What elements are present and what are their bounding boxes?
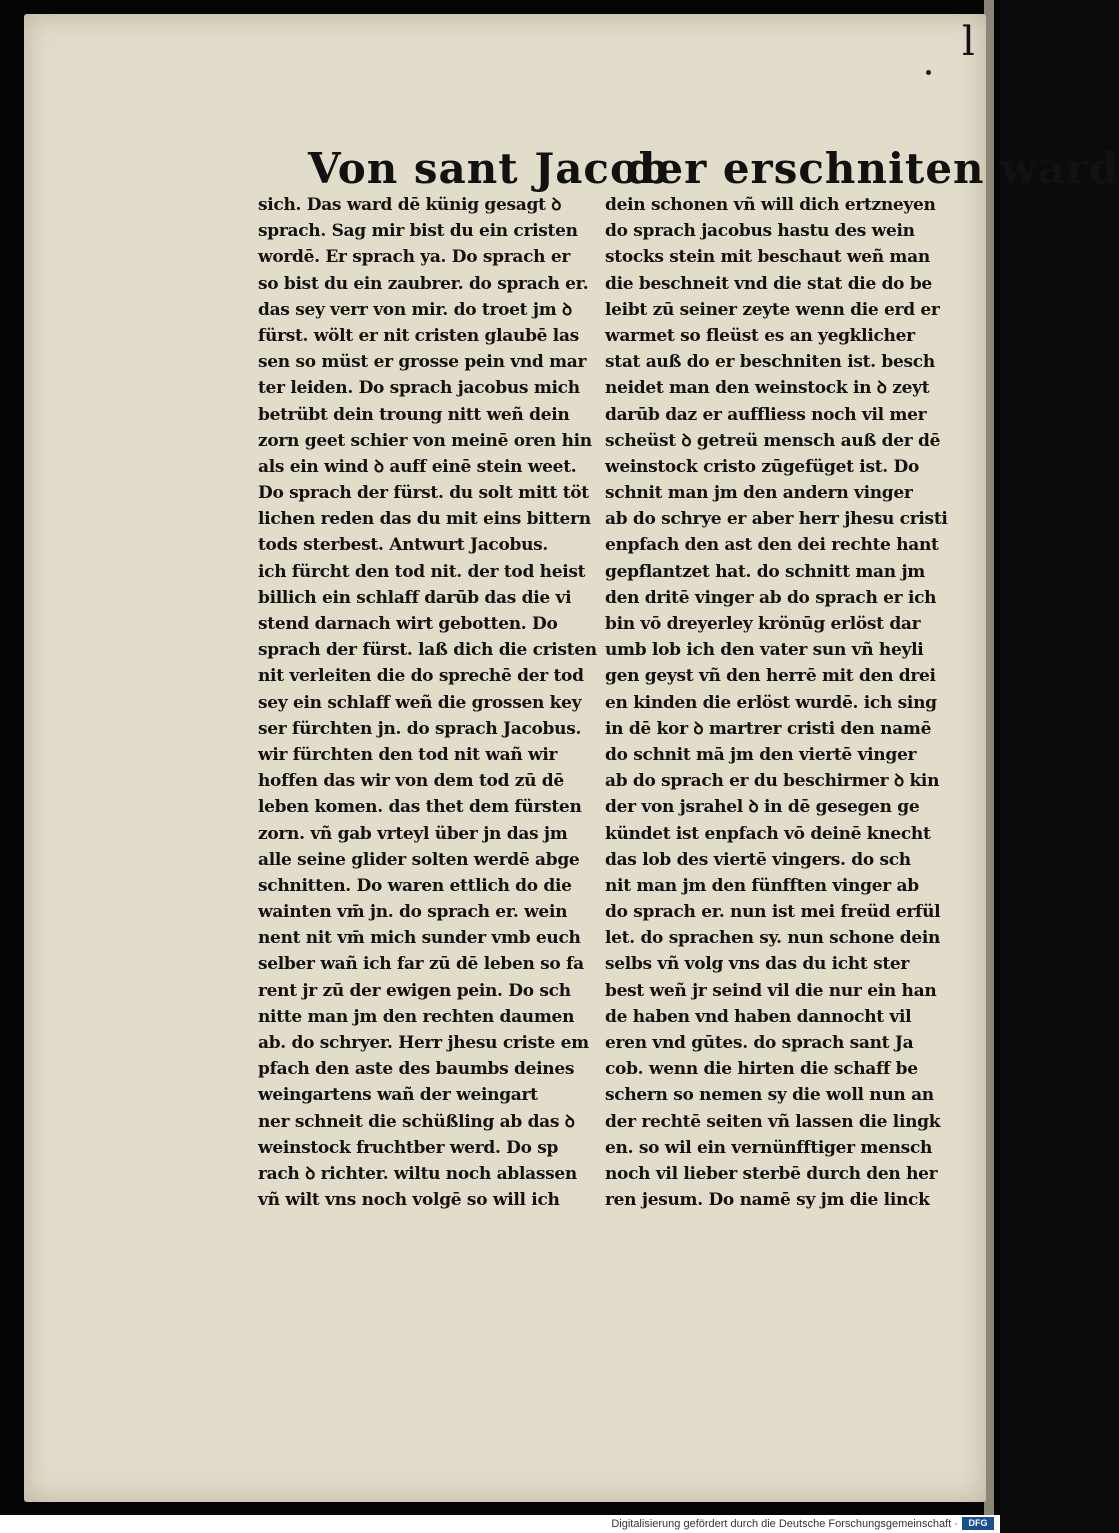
text-line: eren vnd gūtes. do sprach sant Ja bbox=[605, 1033, 914, 1053]
text-column-right bbox=[605, 192, 948, 1213]
text-line: sey ein schlaff weñ die grossen key bbox=[258, 692, 582, 713]
text-line: selbs vñ volg vns das du icht ster bbox=[605, 954, 910, 975]
funding-notice: Digitalisierung gefördert durch die Deutsche Forschungsgemeinschaft · bbox=[611, 1518, 958, 1530]
text-line: fürst. wölt er nit cristen glaubē las bbox=[258, 325, 579, 346]
running-head-right: der erschniten ward bbox=[626, 144, 1119, 193]
text-line: wordē. Er sprach ya. Do sprach er bbox=[258, 247, 571, 268]
text-line: best weñ jr seind vil die nur ein han bbox=[605, 980, 937, 1001]
text-line: sprach. Sag mir bist du ein cristen bbox=[258, 221, 578, 242]
text-line: sprach der fürst. laß dich die cristen bbox=[258, 640, 597, 661]
text-line: stat auß do er beschniten ist. besch bbox=[605, 352, 935, 373]
text-line: nit verleiten die do sprechē der tod bbox=[258, 666, 584, 687]
text-line: alle seine glider solten werdē abge bbox=[258, 849, 580, 870]
text-line: weingartens wañ der weingart bbox=[258, 1085, 538, 1106]
text-line: gen geyst vñ den herrē mit den drei bbox=[605, 666, 936, 687]
text-line: dein schonen vñ will dich ertzneyen bbox=[605, 195, 936, 215]
text-line: in dē kor ꝺ martrer cristi den namē bbox=[605, 718, 932, 739]
text-line: kündet ist enpfach vō deinē knecht bbox=[605, 823, 931, 844]
text-line: ner schneit die schüßling ab das ꝺ bbox=[258, 1111, 575, 1132]
text-line: Do sprach der fürst. du solt mitt töt bbox=[258, 483, 589, 504]
text-line: nit man jm den fünfften vinger ab bbox=[605, 875, 919, 896]
text-line: do schnit mā jm den viertē vinger bbox=[605, 744, 917, 765]
text-line: enpfach den ast den dei rechte hant bbox=[605, 535, 939, 556]
text-line: so bist du ein zaubrer. do sprach er. bbox=[258, 273, 589, 294]
text-line: bin vō dreyerley krönūg erlöst dar bbox=[605, 614, 921, 634]
text-line: ter leiden. Do sprach jacobus mich bbox=[258, 378, 580, 399]
text-line: wir fürchten den tod nit wañ wir bbox=[258, 744, 558, 765]
text-line: gepflantzet hat. do schnitt man jm bbox=[605, 561, 925, 582]
folio-number: l bbox=[962, 19, 975, 65]
text-line: weinstock fruchtber werd. Do sp bbox=[258, 1137, 559, 1158]
text-line: ab. do schryer. Herr jhesu criste em bbox=[258, 1033, 589, 1053]
text-line: zorn geet schier von meinē oren hin bbox=[258, 430, 592, 451]
text-line: billich ein schlaff darūb das die vi bbox=[258, 587, 572, 608]
text-line: en. so wil ein vernünfftiger mensch bbox=[605, 1137, 933, 1158]
text-line: betrübt dein troung nitt weñ dein bbox=[258, 404, 570, 425]
text-line: der von jsrahel ꝺ in dē gesegen ge bbox=[605, 797, 920, 818]
footer-bar bbox=[0, 1515, 1000, 1533]
text-line: do sprach jacobus hastu des wein bbox=[605, 221, 915, 242]
text-line: tods sterbest. Antwurt Jacobus. bbox=[258, 535, 549, 556]
text-line: cob. wenn die hirten die schaff be bbox=[605, 1059, 918, 1080]
text-line: den dritē vinger ab do sprach er ich bbox=[605, 587, 937, 608]
text-line: schnitten. Do waren ettlich do die bbox=[258, 875, 572, 896]
text-line: pfach den aste des baumbs deines bbox=[258, 1059, 575, 1080]
text-line: scheüst ꝺ getreü mensch auß der dē bbox=[605, 430, 941, 451]
text-line: stocks stein mit beschaut weñ man bbox=[605, 247, 930, 268]
ink-dot bbox=[926, 70, 931, 75]
text-line: lichen reden das du mit eins bittern bbox=[258, 509, 591, 530]
text-line: sen so müst er grosse pein vnd mar bbox=[258, 352, 587, 373]
text-line: let. do sprachen sy. nun schone dein bbox=[605, 928, 941, 949]
text-line: leibt zū seiner zeyte wenn die erd er bbox=[605, 299, 940, 320]
text-line: schern so nemen sy die woll nun an bbox=[605, 1085, 934, 1106]
text-line: stend darnach wirt gebotten. Do bbox=[258, 614, 558, 634]
text-line: sich. Das ward dē künig gesagt ꝺ bbox=[258, 195, 562, 215]
text-line: darūb daz er auffliess noch vil mer bbox=[605, 404, 927, 425]
text-line: umb lob ich den vater sun vñ heyli bbox=[605, 640, 924, 661]
text-line: rent jr zū der ewigen pein. Do sch bbox=[258, 980, 571, 1001]
text-line: neidet man den weinstock in ꝺ zeyt bbox=[605, 378, 930, 399]
text-line: vñ wilt vns noch volgē so will ich bbox=[258, 1190, 560, 1211]
text-line: ren jesum. Do namē sy jm die linck bbox=[605, 1190, 930, 1211]
text-line: ab do sprach er du beschirmer ꝺ kin bbox=[605, 771, 940, 792]
dfg-logo: DFG bbox=[962, 1517, 994, 1530]
text-line: ab do schrye er aber herr jhesu cristi bbox=[605, 509, 948, 530]
text-column-left bbox=[258, 192, 597, 1213]
text-line: leben komen. das thet dem fürsten bbox=[258, 797, 582, 818]
text-line: selber wañ ich far zū dē leben so fa bbox=[258, 954, 584, 975]
text-line: hoffen das wir von dem tod zū dē bbox=[258, 771, 564, 792]
text-line: das sey verr von mir. do troet jm ꝺ bbox=[258, 299, 572, 320]
text-line: nitte man jm den rechten daumen bbox=[258, 1006, 575, 1027]
text-line: de haben vnd haben dannocht vil bbox=[605, 1006, 912, 1027]
running-head-left: Von sant Jacob bbox=[308, 144, 670, 193]
text-line: als ein wind ꝺ auff einē stein weet. bbox=[258, 456, 577, 477]
text-line: weinstock cristo zūgefüget ist. Do bbox=[605, 456, 919, 477]
text-line: noch vil lieber sterbē durch den her bbox=[605, 1163, 938, 1184]
text-line: ser fürchten jn. do sprach Jacobus. bbox=[258, 718, 582, 739]
text-line: en kinden die erlöst wurdē. ich sing bbox=[605, 692, 937, 713]
text-line: schnit man jm den andern vinger bbox=[605, 483, 913, 504]
text-line: do sprach er. nun ist mei freüd erfül bbox=[605, 902, 941, 923]
text-line: das lob des viertē vingers. do sch bbox=[605, 849, 911, 870]
text-line: warmet so fleüst es an yegklicher bbox=[605, 325, 915, 346]
text-line: der rechtē seiten vñ lassen die lingk bbox=[605, 1111, 941, 1132]
text-line: rach ꝺ richter. wiltu noch ablassen bbox=[258, 1163, 577, 1184]
text-line: die beschneit vnd die stat die do be bbox=[605, 273, 932, 294]
text-line: ich fürcht den tod nit. der tod heist bbox=[258, 561, 586, 582]
text-line: zorn. vñ gab vrteyl über jn das jm bbox=[258, 823, 568, 844]
text-line: nent nit vm̄ mich sunder vmb euch bbox=[258, 928, 581, 949]
text-line: wainten vm̄ jn. do sprach er. wein bbox=[258, 902, 568, 923]
